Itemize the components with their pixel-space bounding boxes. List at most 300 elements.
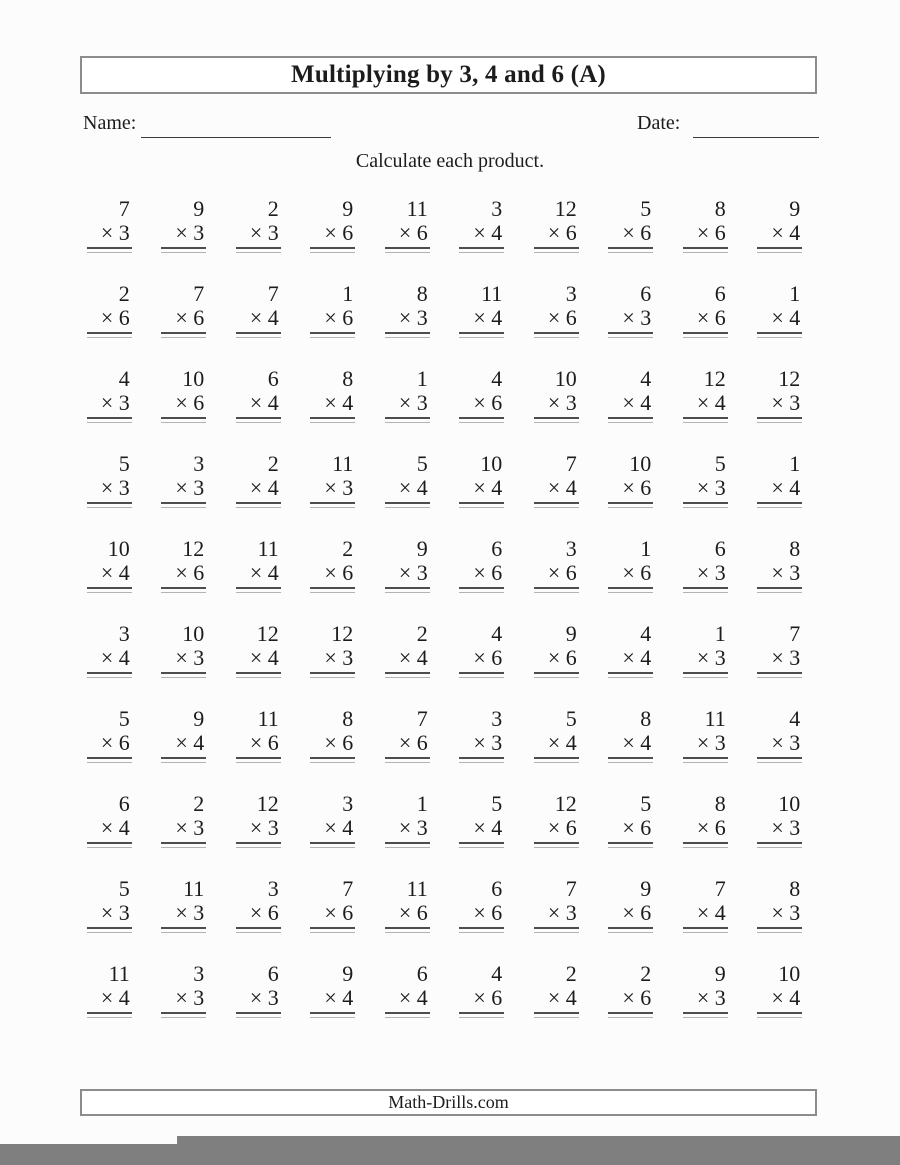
multiplicand: 1 <box>342 281 354 306</box>
multiplier-row: × 3 <box>175 985 205 1010</box>
answer-line-shadow <box>161 762 206 763</box>
multiplicand: 3 <box>267 876 279 901</box>
answer-line-shadow <box>683 252 728 253</box>
problem-cell <box>370 622 445 707</box>
answer-line-shadow <box>459 592 504 593</box>
answer-line <box>459 247 504 249</box>
multiplier-row: × 4 <box>622 645 652 670</box>
multiplier-row: × 4 <box>249 645 279 670</box>
multiplicand: 5 <box>118 451 130 476</box>
answer-line <box>385 672 430 674</box>
answer-line <box>385 502 430 504</box>
date-label: Date: <box>637 112 681 134</box>
problem-cell <box>668 707 743 792</box>
multiplicand: 10 <box>182 366 205 391</box>
answer-line-shadow <box>87 932 132 933</box>
answer-line <box>534 842 579 844</box>
problem-cell <box>519 197 594 282</box>
multiplicand: 4 <box>789 706 801 731</box>
problem-cell <box>519 282 594 367</box>
multiplicand: 5 <box>640 196 652 221</box>
footer-brand: Math-Drills.com <box>388 1092 509 1112</box>
multiplier-row: × 3 <box>771 815 801 840</box>
multiplier-row: × 4 <box>473 815 503 840</box>
multiplicand: 5 <box>491 791 503 816</box>
answer-line-shadow <box>757 847 802 848</box>
answer-line <box>757 417 802 419</box>
problem-cell <box>221 282 296 367</box>
problem-cell <box>594 877 669 962</box>
multiplier-row: × 3 <box>175 220 205 245</box>
problem-cell <box>594 792 669 877</box>
multiplier-row: × 3 <box>249 815 279 840</box>
multiplier-row: × 6 <box>696 815 726 840</box>
problem-cell <box>445 877 520 962</box>
multiplier-row: × 4 <box>473 305 503 330</box>
answer-line <box>757 587 802 589</box>
answer-line-shadow <box>534 592 579 593</box>
multiplier-row: × 6 <box>324 560 354 585</box>
answer-line <box>87 757 132 759</box>
instruction-text: Calculate each product. <box>355 150 545 172</box>
multiplier-row: × 3 <box>100 475 130 500</box>
answer-line <box>310 502 355 504</box>
multiplier-row: × 6 <box>249 730 279 755</box>
problem-cell <box>743 622 818 707</box>
multiplicand: 7 <box>565 876 577 901</box>
multiplicand: 2 <box>640 961 652 986</box>
answer-line-shadow <box>608 422 653 423</box>
answer-line-shadow <box>683 762 728 763</box>
answer-line-shadow <box>236 592 281 593</box>
problem-cell <box>370 367 445 452</box>
multiplicand: 6 <box>267 366 279 391</box>
problem-cell <box>221 622 296 707</box>
answer-line <box>459 332 504 334</box>
answer-line <box>385 1012 430 1014</box>
answer-line <box>385 587 430 589</box>
answer-line-shadow <box>236 677 281 678</box>
problem-cell <box>370 962 445 1047</box>
multiplier-row: × 3 <box>100 900 130 925</box>
problem-cell <box>519 367 594 452</box>
answer-line <box>87 842 132 844</box>
problem-cell <box>445 962 520 1047</box>
multiplier-row: × 3 <box>771 560 801 585</box>
footer-box <box>80 1089 817 1116</box>
answer-line-shadow <box>459 1017 504 1018</box>
multiplicand: 12 <box>778 366 801 391</box>
problem-cell <box>147 877 222 962</box>
answer-line-shadow <box>161 592 206 593</box>
answer-line <box>608 417 653 419</box>
problem-cell <box>147 962 222 1047</box>
multiplier-row: × 3 <box>175 475 205 500</box>
problem-cell <box>72 792 147 877</box>
problem-cell <box>668 962 743 1047</box>
multiplicand: 8 <box>342 706 354 731</box>
answer-line <box>236 417 281 419</box>
multiplicand: 3 <box>193 961 205 986</box>
multiplicand: 9 <box>342 196 354 221</box>
problem-cell <box>296 197 371 282</box>
multiplicand: 2 <box>193 791 205 816</box>
multiplicand: 6 <box>267 961 279 986</box>
answer-line <box>757 1012 802 1014</box>
problem-cell <box>221 792 296 877</box>
answer-line <box>87 672 132 674</box>
multiplicand: 10 <box>778 791 801 816</box>
multiplicand: 10 <box>480 451 503 476</box>
problem-cell <box>445 197 520 282</box>
answer-line <box>87 332 132 334</box>
problem-cell <box>296 962 371 1047</box>
problem-cell <box>221 452 296 537</box>
multiplier-row: × 6 <box>175 560 205 585</box>
problem-cell <box>296 622 371 707</box>
answer-line-shadow <box>87 422 132 423</box>
multiplier-row: × 6 <box>622 220 652 245</box>
multiplicand: 5 <box>714 451 726 476</box>
multiplier-row: × 4 <box>324 815 354 840</box>
multiplicand: 1 <box>714 621 726 646</box>
multiplier-row: × 6 <box>398 900 428 925</box>
problem-cell <box>72 197 147 282</box>
multiplier-row: × 4 <box>100 645 130 670</box>
answer-line-shadow <box>236 252 281 253</box>
answer-line <box>608 842 653 844</box>
problem-cell <box>370 537 445 622</box>
multiplicand: 11 <box>257 706 279 731</box>
multiplicand: 8 <box>714 196 726 221</box>
answer-line-shadow <box>161 507 206 508</box>
multiplicand: 10 <box>629 451 652 476</box>
answer-line <box>534 332 579 334</box>
multiplicand: 6 <box>491 536 503 561</box>
multiplicand: 7 <box>267 281 279 306</box>
multiplier-row: × 6 <box>398 730 428 755</box>
problem-cell <box>370 197 445 282</box>
problem-cell <box>519 622 594 707</box>
problem-cell <box>221 707 296 792</box>
problem-cell <box>296 792 371 877</box>
multiplicand: 9 <box>193 706 205 731</box>
answer-line-shadow <box>310 252 355 253</box>
problem-cell <box>370 792 445 877</box>
multiplicand: 11 <box>332 451 354 476</box>
answer-line <box>236 587 281 589</box>
multiplicand: 9 <box>416 536 428 561</box>
answer-line <box>459 417 504 419</box>
problem-cell <box>594 537 669 622</box>
answer-line-shadow <box>310 847 355 848</box>
answer-line <box>757 842 802 844</box>
multiplier-row: × 6 <box>324 305 354 330</box>
answer-line-shadow <box>310 1017 355 1018</box>
answer-line-shadow <box>459 932 504 933</box>
answer-line-shadow <box>608 252 653 253</box>
multiplier-row: × 6 <box>473 985 503 1010</box>
answer-line-shadow <box>236 932 281 933</box>
answer-line <box>236 842 281 844</box>
multiplier-row: × 3 <box>100 390 130 415</box>
answer-line-shadow <box>683 592 728 593</box>
multiplier-row: × 4 <box>771 305 801 330</box>
answer-line-shadow <box>608 1017 653 1018</box>
multiplicand: 3 <box>565 281 577 306</box>
multiplicand: 1 <box>789 281 801 306</box>
answer-line-shadow <box>534 847 579 848</box>
answer-line-shadow <box>87 507 132 508</box>
multiplicand: 12 <box>182 536 205 561</box>
multiplicand: 7 <box>342 876 354 901</box>
multiplicand: 12 <box>256 791 279 816</box>
answer-line <box>683 247 728 249</box>
problem-cell <box>221 197 296 282</box>
problem-cell <box>296 877 371 962</box>
problem-cell <box>743 452 818 537</box>
multiplier-row: × 6 <box>324 220 354 245</box>
answer-line <box>161 757 206 759</box>
answer-line <box>236 927 281 929</box>
problem-cell <box>72 707 147 792</box>
problem-cell <box>594 452 669 537</box>
multiplier-row: × 4 <box>547 985 577 1010</box>
multiplicand: 5 <box>118 706 130 731</box>
multiplicand: 1 <box>789 451 801 476</box>
answer-line-shadow <box>161 932 206 933</box>
problem-cell <box>668 452 743 537</box>
answer-line-shadow <box>385 592 430 593</box>
multiplier-row: × 3 <box>175 645 205 670</box>
multiplier-row: × 6 <box>473 560 503 585</box>
multiplicand: 4 <box>640 366 652 391</box>
multiplicand: 2 <box>267 196 279 221</box>
multiplier-row: × 6 <box>398 220 428 245</box>
multiplicand: 8 <box>416 281 428 306</box>
answer-line-shadow <box>534 252 579 253</box>
answer-line-shadow <box>683 932 728 933</box>
multiplier-row: × 6 <box>547 220 577 245</box>
answer-line <box>161 1012 206 1014</box>
multiplicand: 12 <box>554 791 577 816</box>
answer-line <box>608 672 653 674</box>
multiplier-row: × 4 <box>622 730 652 755</box>
page-edge-bar-step <box>0 1144 177 1165</box>
multiplicand: 3 <box>342 791 354 816</box>
multiplier-row: × 3 <box>771 390 801 415</box>
answer-line <box>161 587 206 589</box>
problem-cell <box>594 282 669 367</box>
multiplicand: 3 <box>491 706 503 731</box>
problem-cell <box>519 962 594 1047</box>
answer-line <box>459 502 504 504</box>
answer-line <box>608 502 653 504</box>
answer-line-shadow <box>236 337 281 338</box>
problem-cell <box>370 452 445 537</box>
answer-line-shadow <box>385 1017 430 1018</box>
problem-cell <box>519 452 594 537</box>
problem-cell <box>72 877 147 962</box>
multiplier-row: × 3 <box>473 730 503 755</box>
multiplier-row: × 4 <box>696 390 726 415</box>
multiplier-row: × 4 <box>398 985 428 1010</box>
answer-line-shadow <box>385 762 430 763</box>
answer-line <box>236 672 281 674</box>
answer-line-shadow <box>87 252 132 253</box>
multiplier-row: × 4 <box>547 730 577 755</box>
answer-line <box>236 1012 281 1014</box>
answer-line <box>608 247 653 249</box>
answer-line <box>87 502 132 504</box>
multiplier-row: × 6 <box>622 475 652 500</box>
answer-line-shadow <box>385 422 430 423</box>
multiplicand: 2 <box>267 451 279 476</box>
answer-line <box>683 672 728 674</box>
multiplier-row: × 4 <box>547 475 577 500</box>
answer-line-shadow <box>683 847 728 848</box>
multiplicand: 3 <box>565 536 577 561</box>
multiplier-row: × 3 <box>175 900 205 925</box>
answer-line <box>87 247 132 249</box>
answer-line-shadow <box>310 762 355 763</box>
answer-line <box>310 247 355 249</box>
multiplicand: 6 <box>640 281 652 306</box>
answer-line <box>459 842 504 844</box>
multiplier-row: × 4 <box>249 560 279 585</box>
multiplier-row: × 4 <box>100 985 130 1010</box>
problem-cell <box>445 622 520 707</box>
problem-cell <box>72 537 147 622</box>
answer-line <box>236 332 281 334</box>
answer-line-shadow <box>757 592 802 593</box>
problem-cell <box>147 452 222 537</box>
date-blank-line <box>693 120 819 138</box>
multiplicand: 4 <box>118 366 130 391</box>
answer-line <box>534 417 579 419</box>
answer-line <box>385 757 430 759</box>
multiplicand: 11 <box>704 706 726 731</box>
answer-line <box>161 502 206 504</box>
multiplicand: 4 <box>491 961 503 986</box>
problem-cell <box>147 197 222 282</box>
answer-line <box>161 417 206 419</box>
answer-line <box>236 757 281 759</box>
problem-cell <box>668 622 743 707</box>
answer-line-shadow <box>161 847 206 848</box>
problem-cell <box>296 282 371 367</box>
multiplicand: 7 <box>193 281 205 306</box>
answer-line-shadow <box>459 677 504 678</box>
multiplicand: 11 <box>257 536 279 561</box>
multiplicand: 7 <box>714 876 726 901</box>
problem-cell <box>743 707 818 792</box>
multiplicand: 5 <box>416 451 428 476</box>
answer-line-shadow <box>459 762 504 763</box>
answer-line <box>683 1012 728 1014</box>
problem-cell <box>147 622 222 707</box>
answer-line <box>683 927 728 929</box>
worksheet-grid <box>72 197 817 1047</box>
problem-cell <box>72 962 147 1047</box>
multiplier-row: × 6 <box>100 730 130 755</box>
problem-cell <box>221 877 296 962</box>
answer-line <box>608 927 653 929</box>
problem-cell <box>72 622 147 707</box>
multiplicand: 9 <box>342 961 354 986</box>
answer-line-shadow <box>161 677 206 678</box>
answer-line-shadow <box>683 1017 728 1018</box>
answer-line-shadow <box>161 337 206 338</box>
answer-line-shadow <box>608 932 653 933</box>
multiplier-row: × 6 <box>324 900 354 925</box>
answer-line-shadow <box>757 252 802 253</box>
answer-line <box>683 842 728 844</box>
answer-line <box>459 927 504 929</box>
answer-line <box>310 672 355 674</box>
problem-cell <box>296 707 371 792</box>
problem-cell <box>519 792 594 877</box>
answer-line <box>757 332 802 334</box>
problem-cell <box>296 537 371 622</box>
answer-line-shadow <box>310 592 355 593</box>
answer-line-shadow <box>310 677 355 678</box>
problem-cell <box>668 877 743 962</box>
multiplicand: 5 <box>565 706 577 731</box>
answer-line <box>87 927 132 929</box>
multiplicand: 9 <box>789 196 801 221</box>
multiplicand: 4 <box>640 621 652 646</box>
multiplicand: 2 <box>118 281 130 306</box>
problem-cell <box>743 792 818 877</box>
multiplicand: 7 <box>416 706 428 731</box>
answer-line-shadow <box>161 422 206 423</box>
multiplier-row: × 6 <box>696 220 726 245</box>
problem-cell <box>594 197 669 282</box>
answer-line <box>534 927 579 929</box>
problem-cell <box>519 707 594 792</box>
multiplicand: 8 <box>789 536 801 561</box>
answer-line-shadow <box>608 507 653 508</box>
answer-line-shadow <box>385 337 430 338</box>
answer-line <box>534 757 579 759</box>
problem-cell <box>445 367 520 452</box>
multiplier-row: × 6 <box>622 985 652 1010</box>
answer-line-shadow <box>534 677 579 678</box>
answer-line <box>87 417 132 419</box>
multiplicand: 3 <box>491 196 503 221</box>
multiplier-row: × 4 <box>696 900 726 925</box>
answer-line <box>683 587 728 589</box>
answer-line-shadow <box>385 677 430 678</box>
problem-cell <box>445 282 520 367</box>
answer-line-shadow <box>236 762 281 763</box>
multiplier-row: × 3 <box>249 985 279 1010</box>
problem-cell <box>594 707 669 792</box>
answer-line-shadow <box>87 762 132 763</box>
multiplicand: 12 <box>554 196 577 221</box>
answer-line-shadow <box>534 507 579 508</box>
answer-line-shadow <box>310 507 355 508</box>
answer-line <box>608 1012 653 1014</box>
answer-line-shadow <box>683 422 728 423</box>
answer-line-shadow <box>385 932 430 933</box>
multiplier-row: × 3 <box>696 645 726 670</box>
answer-line <box>757 247 802 249</box>
multiplicand: 5 <box>118 876 130 901</box>
problem-cell <box>519 537 594 622</box>
problem-cell <box>743 877 818 962</box>
